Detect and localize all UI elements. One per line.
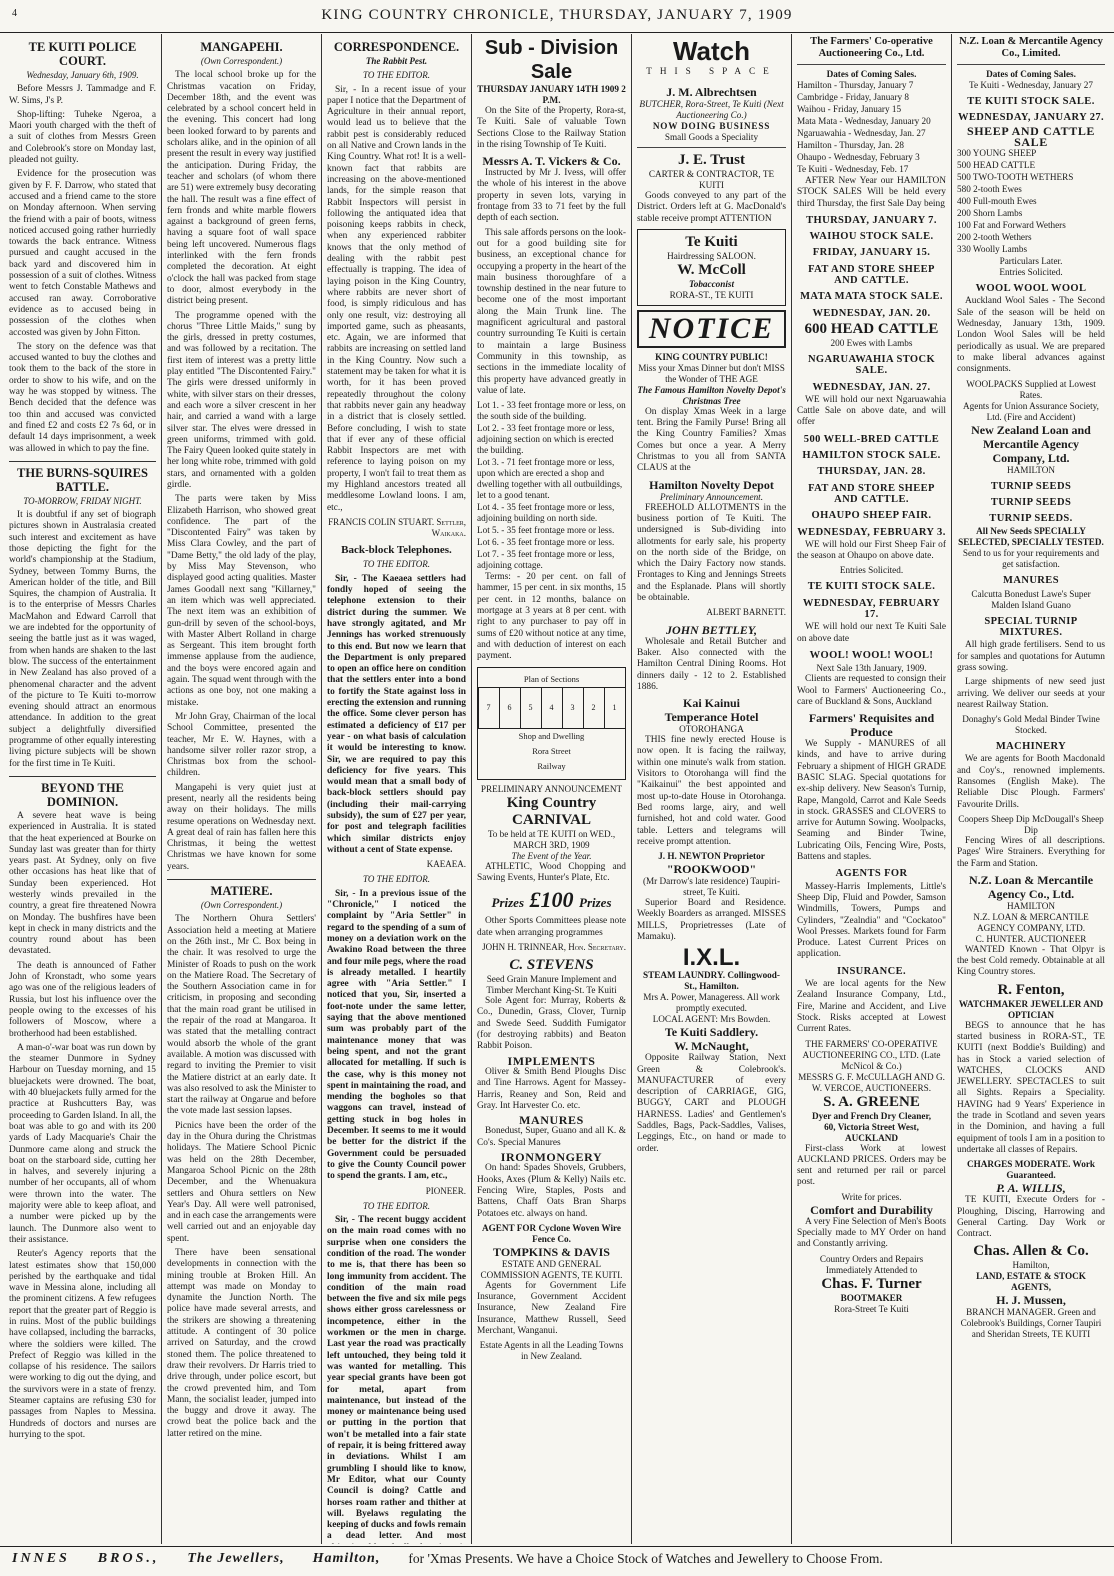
greene-write: Write for prices. xyxy=(841,1191,902,1202)
plan-shop-label: Shop and Dwelling xyxy=(518,730,585,741)
article-paragraph: Before Messrs J. Tammadge and F. W. Sims, J's P. xyxy=(9,84,156,106)
letter-paragraph: Sir, - The Kaeaea settlers had fondly hoped of seeing the telephone extension to their district during the summer. We have strongly agitated, and Mr Jennings has worked strenuously to this end. But now we learn that the Department is only prepared to open an office here on condition that the settlers enter into a bond to fortify the State against loss in erecting the extension and running the office. Some clever person has estimated a deficiency of £17 per year - on what basis of calculation it would be interesting to know. Sir, we are required to pay this deficiency for five years. This would mean that a small body of back-block settlers should pay (including their mail-carrying subsidy), the sum of £27 per year, for post and telegraph facilities which similar districts enjoy without a cent of State expense. xyxy=(327,573,466,855)
seeds-line: TURNIP SEEDS xyxy=(990,496,1072,508)
allen-town: Hamilton, xyxy=(1012,1260,1050,1271)
nzl-title: N.Z. Loan & Mercantile Agency Co., Limited. xyxy=(959,36,1103,59)
sale-heading: WAIHOU STOCK SALE. xyxy=(809,231,934,243)
willis-title: P. A. WILLIS, xyxy=(996,1181,1066,1196)
article-subheading: (Own Correspondent.) xyxy=(200,900,283,911)
watch-sub: THIS SPACE xyxy=(646,66,777,76)
sale-date: Te Kuiti - Wednesday, Feb. 17 xyxy=(797,164,909,174)
betley-paragraph: Wholesale and Retail Butcher and Baker. Also connected with the Hamilton Central Dining Rooms. Hot dinners daily - 12 to 2. Established 1886. xyxy=(637,636,786,692)
sale-date-line: FRIDAY, JANUARY 15. xyxy=(812,247,931,259)
ixl-sub: STEAM LAUNDRY. Collingwood-St., Hamilton. xyxy=(643,970,780,992)
article-paragraph: There have been sensational developments in connection with the mining trouble at Broken Hill. An attempt was made on Monday to dynamite the Junction North. The police have made several arrests, and the strikers are showing a threatening attitude. A contingent of 30 police arrived on Saturday, and the crowd stoned them. The police threatened to draw their revolvers. Dr Harris tried to drive through, under police escort, but the crowd prevented him, and Tom Mann, the socialist leader, jumped into the buggy and drove it away. The crowd beat the police back and the latter retired on the mine. xyxy=(167,1247,316,1439)
temperance-sub: OTOROHANGA xyxy=(679,724,744,735)
prize-right: Prizes xyxy=(579,895,612,911)
allen-paragraph: LAND, ESTATE & STOCK AGENTS, xyxy=(976,1271,1086,1293)
letter-paragraph: Sir, - The recent buggy accident on the main road comes with no surprise when one considers the condition of the road. The wonder to me is, that there has been so long immunity from accident. The condition of the main road between the five and six mile pegs shows either gross carelessness or incompetence, either in the workmen or the men in charge. Last year the road was practically left untouched, they being told it was wanted for metalling. This year special grants have been got for metal, apart from maintenance, but instead of the money or maintenance being used or putting in the portion that won't be metalled into a fair state of repair, it is being frittered away in deviations. Whilst I am grumbling I should like to know, Mr Editor, what our County Council is doing? Cattle and horses roam rather and thither at will. Byelaws regulating the keeping of ducks and fowls remain a dead letter. And most xyxy=(327,1215,466,1542)
ixl-title: I.X.L. xyxy=(682,944,741,972)
turner-sub: BOOTMAKER xyxy=(840,1292,903,1303)
letter-signature: KAEAEA. xyxy=(426,859,466,870)
footer-message: for 'Xmas Presents. We have a Choice Stock of Watches and Jewellery to Choose From. xyxy=(408,1550,883,1566)
article-paragraph: The parts were taken by Miss Elizabeth Harrison, who showed great confidence. The part of the "Discontented Fairy" was taken by Miss Clara Cowley, and the part of "Dame Betty," the old lady of the play, by Miss May Stevenson, who displayed good acting qualities. Master James Goodall next sang "Killarney," an item which was well appreciated. The next item was an exhibition of gun-drill by seven of the school-boys, with Master Albert Rolland in charge as Sergeant. This item brought forth immense applause from the audience, and the boys were encored again and again. The squad went through with the actions as one boy, not one making a mistake. xyxy=(167,494,316,708)
article-paragraph: Shop-lifting: Tuheke Ngeroa, a Maori youth charged with the theft of a suit of clothes from Messrs Green and Colebrook's store on Monday last, pleaded not guilty. xyxy=(9,109,156,166)
nzl2-title: N.Z. Loan & Mercantile Agency Co., Ltd. xyxy=(968,872,1094,901)
coop-auctioneers: MESSRS G. F. McCULLAGH AND G. W. VERCOE, AUCTIONEERS. xyxy=(798,1071,945,1093)
sale-date-line: WEDNESDAY, JANUARY 27. xyxy=(957,112,1105,124)
tompkins-title: TOMPKINS & DAVIS xyxy=(493,1244,610,1259)
stock-list xyxy=(957,148,1105,255)
machinery-paragraph: We are agents for Booth Macdonald and Coy's., renowned implements. Ransomes (English Make). The Reliable Disc Plough. Farmers' Favourite Drills. xyxy=(957,754,1105,810)
after-paragraph: AFTER New Year our HAMILTON STOCK SALES Will be held every third Thursday, the first Sale Day being xyxy=(797,176,946,209)
requisites-title: Farmers' Requisites and Produce xyxy=(808,711,935,740)
footer-banner xyxy=(0,1546,1114,1570)
sale-paragraph: WE will hold our First Sheep Fair of the season at Ohaupo on above date. xyxy=(797,539,946,562)
lot-item: Lot 4. - 35 feet frontage more or less, adjoining building on north side. xyxy=(477,502,615,524)
special-paragraph: All high grade fertilisers. Send to us for samples and quotations for Autumn grass sowing. xyxy=(957,640,1105,673)
article-paragraph: It is doubtful if any set of biograph pictures shown in Australasia created such interest and excitement as have those depicting the fight for the world's championship at the Stadium, Sydney, between Tommy Burns, the American holder of the title, and Bill Squires, the champion of Australia. It is to the enterprise of Messrs Charles MacMahon and Edward Carroll that we are indebted for the opportunity of seeing the battle just as it was waged, from when hands are shaken to the last blow. The success of the entertainment in New Zealand has also proved of a phenomenal character and the advent of the picture to Te Kuiti to-morrow evening should attract an enormous attendance. In addition to the great subject a delightfully diversified programme of other equally interesting living picture subjects will be shown for the first time in Te Kuiti. xyxy=(9,510,156,769)
fenton-sub: WATCHMAKER JEWELLER AND OPTICIAN xyxy=(958,998,1104,1020)
article-paragraph: The Northern Ohura Settlers' Association held a meeting at Matiere on the 26th inst., Mr C. Box being in the chair. It was resolved to urge the Minister of Roads to push on the work on the Matiere Road. The Secretary of the Southern Association came in for criticism, in proposing and seconding that the main road grant be utilised in the repair of the road at Mangaroa. It was stated that the metalling contract would absorb the whole of the grant available. A motion was discussed with regard to inviting the Premier to visit the Matiere district at an early date. It was also resolved to ask the Minister to start the railway at Ongarue and before the vote made last session lapses. xyxy=(167,914,316,1117)
letter-signature: PIONEER. xyxy=(425,1185,466,1196)
wool-heading: WOOL! WOOL! WOOL! xyxy=(809,649,934,661)
lot-item: Lot 2. - 33 feet frontage more or less, adjoining section on which is erected the building. xyxy=(477,423,615,456)
novelty-signature: ALBERT BARNETT. xyxy=(706,607,786,618)
albrechtsen-now: NOW DOING BUSINESS xyxy=(652,121,771,131)
albrechtsen-title: J. M. Albrechtsen xyxy=(666,85,757,99)
comfort-title: Comfort and Durability xyxy=(810,1202,933,1217)
plan-side-label xyxy=(472,695,475,720)
article-paragraph: The local school broke up for the Christmas vacation on Friday, December 18th, and the event was celebrated by a school concert held in the evening. This concert had long been looked forward to by parents and scholars alike, and in the opinion of all present the result in every way justified the anticipation. During Friday, the teacher and scholars (of whom there are 51) were extremely busy decorating the hall. The result was a fine effect of fern fronds and white marble flowers against a background of green ferns, having a square foot of wall space being left uncovered. Numerous flags interlinked with the fern fronds completed the decoration. At eight o'clock the hall was packed from stage to door, almost everybody in the district being present. xyxy=(167,70,316,307)
tompkins-sub: ESTATE AND GENERAL COMMISSION AGENTS, TE KUITI. xyxy=(480,1258,623,1280)
entries-solicited: Entries Solicited. xyxy=(839,565,904,576)
sale-paragraph: WE will hold our next Ngaruawahia Cattle Sale on above date, and will offer xyxy=(797,394,946,428)
wool-paragraph: Auckland Wool Sales - The Second Sale of the season will be held on Wednesday, January 13th, 1909. London Wool Sales will be held periodically as usual. We are prepared to make liberal advances against consignments. xyxy=(957,296,1105,375)
insurance-heading: INSURANCE. xyxy=(836,965,907,977)
greene-sub: Dyer and French Dry Cleaner, xyxy=(811,1110,931,1121)
article-heading: MATIERE. xyxy=(210,884,273,899)
mussen-title: H. J. Mussen, xyxy=(996,1293,1066,1308)
stock-item: 330 Woolly Lambs xyxy=(957,244,1028,255)
particulars-later: Particulars Later. xyxy=(999,256,1063,267)
prize-amount: £100 xyxy=(529,887,574,913)
carnival-events: ATHLETIC, Wood Chopping and Sawing Events, Hunter's Plate, Etc. xyxy=(477,861,626,883)
footer-innes: INNES xyxy=(12,1550,70,1566)
lot-item: Lot 6. - 35 feet frontage more or less. xyxy=(477,537,615,548)
machinery-heading: MACHINERY xyxy=(995,741,1067,753)
betley-title: JOHN BETTLEY, xyxy=(666,622,757,637)
dates-line: Te Kuiti - Wednesday, January 27 xyxy=(969,80,1093,90)
plan-lot: 5 xyxy=(521,688,542,728)
plan-body xyxy=(472,687,632,729)
saddlery-title: Te Kuiti Saddlery. xyxy=(664,1025,759,1040)
ixl-paragraph: Mrs A. Power, Manageress. All work promptly executed. xyxy=(643,992,780,1014)
tompkins-foot: Estate Agents in all the Leading Towns in New Zealand. xyxy=(479,1340,624,1362)
article-paragraph: The programme opened with the chorus "Three Little Maids," sung by the girls, dressed in pretty costumes, and was followed by a recitation. The first item of interest was a pretty little play entitled "The Discontented Fairy." The girls were dressed uniformly in white, with silver stars on their dresses, and each wore a silver crescent in her hair, and carried a wand with a large silver star. The elves were dressed in green uniforms, trimmed with gold. The Fairy Queen looked quite stately in her long white robe, trimmed with gold stars, and ornamented with a golden girdle. xyxy=(167,310,316,490)
willis-paragraph: TE KUITI, Execute Orders for - Ploughing, Discing, Harrowing and General Carting. Day Work or Contract. xyxy=(957,1195,1105,1240)
carnival-tagline: The Event of the Year. xyxy=(511,850,592,861)
stock-item: 200 2-tooth Wethers xyxy=(957,232,1032,243)
ad-preliminary: PRELIMINARY ANNOUNCEMENT xyxy=(480,783,623,794)
carnival-note: Other Sports Committees please note date when arranging programmes xyxy=(477,916,626,938)
article-heading: THE BURNS-SQUIRES BATTLE. xyxy=(17,465,148,494)
dates-heading: Dates of Coming Sales. xyxy=(826,69,917,79)
masthead-title: KING COUNTRY CHRONICLE, THURSDAY, JANUARY 7, 1909 xyxy=(321,7,793,23)
trust-title: J. E. Trust xyxy=(678,152,745,168)
tompkins-paragraph: Agents for Government Life Insurance, Government Accident Insurance, New Zealand Fire Insurance, Matthew Russell, Seed Merchant, Wanganui. xyxy=(477,1280,626,1336)
ad-paragraph: This sale affords persons on the look-out for a good building site for business, an exceptional chance for occupying a property in the heart of the main business thoroughfare of a township destined in the near future to become one of the most important along the Main Trunk line. The magnificent agricultural and pastoral country surrounding Te Kuiti is certain to maintain a large Business Community in this township, as sections in the immediate locality of this property have advanced greatly in value of late. xyxy=(477,227,626,396)
article-subheading: TO-MORROW, FRIDAY NIGHT. xyxy=(23,495,142,506)
article-paragraph: Mr John Gray, Chairman of the local School Committee, presented the teacher, Mr E. W. Haynes, with a handsome silver roller razor strop, a Christmas box from the school-children. xyxy=(167,711,316,779)
stock-item: 100 Fat and Forward Wethers xyxy=(957,220,1066,231)
stock-item: 500 HEAD CATTLE xyxy=(957,160,1036,171)
plan-rail-label: Railway xyxy=(537,761,566,772)
article-subheading: (Own Correspondent.) xyxy=(200,56,283,66)
albrechtsen-small: Small Goods a Speciality xyxy=(664,132,759,142)
dates-heading: Dates of Coming Sales. xyxy=(986,69,1076,79)
agents-paragraph: Massey-Harris Implements, Little's Sheep Dip, Fluid and Powder, Samson Windmills, Towers, Pumps and Cylinders, "Zealndia" and "Cockatoo" Wool Presses. Markets found for Farm Produce. Latest Current Prices on application. xyxy=(797,881,946,960)
divider xyxy=(797,64,946,65)
stock-item: 200 Shorn Lambs xyxy=(957,208,1023,219)
sale-heading: FAT AND STORE SHEEP AND CATTLE. xyxy=(808,482,935,505)
requisites-paragraph: We Supply - MANURES of all kinds, and have to arrive during February a shipment of HIGH GRADE BASIC SLAG. Special quotations for ex-ship delivery. New Season's Turnip, Rape, Mangold, Carrot and Kale Seeds in stock. GRASSES and CLOVERS to arrive for Autumn Sowing. Woolpacks, Seaming and Binder Twine, Lubricating Oils, Fencing Wire, Posts, Battens and staples. xyxy=(797,739,946,863)
sale-date: Hamilton - Thursday, January 7 xyxy=(797,80,914,90)
article-subheading: The Rabbit Pest. xyxy=(365,56,428,66)
ironmongery-paragraph: On hand: Spades Shovels, Grubbers, Hooks, Axes (Plum & Kelly) Nails etc. Fencing Wire, Staples, Posts and Battens, Chaff Oats Bran Sharps Potatoes etc. always on hand. xyxy=(477,1163,626,1219)
column-7 xyxy=(952,34,1110,1544)
sale-date-line: WEDNESDAY, FEBRUARY 3. xyxy=(797,526,946,538)
notice-line: The Famous Hamilton Novelty Depot's Christmas Tree xyxy=(637,384,786,406)
seeds-line: TURNIP SEEDS xyxy=(990,480,1072,492)
ad-firm: Messrs A. T. Vickers & Co. xyxy=(482,154,621,169)
dip-line: Coopers Sheep Dip McDougall's Sheep Dip xyxy=(958,813,1104,835)
wool-paragraph: Clients are requested to consign their Wool to Farmers' Auctioneering Co., care of Buckland & Sons, Auckland xyxy=(797,674,946,707)
letter-paragraph: Sir, - In a previous issue of the "Chronicle," I noticed the complaint by "Aria Settler" in regard to the spending of a sum of money on a deviation work on the Awakino Road between the three and four mile pegs, where the road is already metalled. I heartily agree with "Aria Settler." I noticed that you, Sir, inserted a foot-note under the same letter, saying that the above mentioned sum was probably part of the maintenance money that was being spent, and not the grant allocated for metalling. If such is the case, why is this money not spent in maintaining the road, and mending the bogholes so that waggons can travel, instead of getting stuck in bog holes in December. It seems to me it would be better for the district if the Government could be persuaded to give the County Council power to spend the grants. I am, etc., xyxy=(327,888,466,1182)
stock-item: 300 YOUNG SHEEP xyxy=(957,148,1037,159)
nzl-town: HAMILTON xyxy=(1007,464,1055,475)
sale-date-line: THURSDAY, JANUARY 7. xyxy=(806,214,937,226)
article-paragraph: Evidence for the prosecution was given by F. F. Darrow, who stated that accused and a friend came to the store on Monday afternoon. When serving the friend with a pair of boots, witness noticed accused going rather hurriedly towards the back entrance. Witness pursued and caught accused in the back yard and discovered him in possession of a suit of clothes. Witness went to fetch Constable Mathews and accused ran away. Corroborative evidence as to accused being in possession of the clothes when accosted was given by John Fitton. xyxy=(9,169,156,338)
nzl-loan-title: New Zealand Loan and Mercantile Agency Company, Ltd. xyxy=(971,422,1091,465)
ad-date: THURSDAY JANUARY 14TH 1909 2 P.M. xyxy=(477,84,626,105)
plan-lot: 3 xyxy=(563,688,584,728)
lot-item: Lot 3. - 71 feet frontage more or less, upon which are erected a shop and dwelling together with all outbuildings, let to a good tenant. xyxy=(477,457,623,501)
manures-heading: MANURES xyxy=(519,1113,584,1128)
letter-salutation: TO THE EDITOR. xyxy=(363,559,430,570)
mussen-paragraph: BRANCH MANAGER. Green and Colebrook's Buildings, Corner Taupiri and Sheridan Streets, TE KUITI xyxy=(960,1307,1102,1340)
woolpacks-line: WOOLPACKS Supplied at Lowest Rates. xyxy=(966,378,1096,400)
nzl3-title: N.Z. LOAN & MERCANTILE AGENCY COMPANY, LTD. xyxy=(973,911,1089,933)
ad-terms: Terms: - 20 per cent. on fall of hammer, 15 per cent. in six months, 15 per cent. in 12 months, balance on mortgage at 3 years at 8 per cent. with right to any purchaser to pay off in sums of £20 without notice at any time, and with deduction of interest on each payment. xyxy=(477,572,626,662)
trust-role: CARTER & CONTRACTOR, TE KUITI xyxy=(648,169,775,190)
footer-jewellers: The Jewellers, xyxy=(187,1550,285,1566)
mcnaught-paragraph: Opposite Railway Station, Next Green & Colebrook's. MANUFACTURER of every description of CARRIAGE, GIG, BUGGY, CART and PLOUGH HARNESS. Ladies' and Gentlemen's Saddles, Bags, Pack-Saddles, Valises, Leggings, Etc., on hand or made to order. xyxy=(637,1053,786,1154)
letter-salutation: TO THE EDITOR. xyxy=(363,874,430,885)
saloon-line-3: W. McColl xyxy=(677,261,746,278)
turner-address: Rora-Street Te Kuiti xyxy=(834,1303,909,1314)
mcnaught-title: W. McNaught, xyxy=(674,1039,749,1054)
stevens-sub: Seed Grain Manure Implement and Timber Merchant King-St. Te Kuiti xyxy=(486,974,617,996)
sale-heading: TE KUITI STOCK SALE. xyxy=(807,581,936,593)
sale-paragraph: WE will hold our next Te Kuiti Sale on above date xyxy=(797,622,946,644)
column-5 xyxy=(632,34,792,1544)
rookwood-paragraph: Superior Board and Residence. Weekly Boarders as arranged. MISSES MILLS, Proprietresses (Late of Mamaku). xyxy=(637,898,786,942)
column-2 xyxy=(162,34,322,1544)
sale-heading: NGARUAWAHIA STOCK SALE. xyxy=(807,353,936,377)
watch-title: Watch xyxy=(672,36,751,66)
column-1 xyxy=(4,34,162,1544)
farmers-title: The Farmers' Co-operative Auctioneering Co., Ltd. xyxy=(810,36,933,59)
seeds-line: TURNIP SEEDS. xyxy=(989,513,1073,525)
seeds-paragraph: All New Seeds SPECIALLY SELECTED, SPECIALLY TESTED. xyxy=(958,526,1104,548)
seeds-paragraph-2: Send to us for your requirements and get satisfaction. xyxy=(962,548,1100,570)
stock-item: 580 2-tooth Ewes xyxy=(957,184,1022,195)
sale-heading: MATA MATA STOCK SALE. xyxy=(800,291,943,303)
stock-item: 500 TWO-TOOTH WETHERS xyxy=(957,172,1074,183)
stevens-paragraph: Sole Agent for: Murray, Roberts & Co., Dunedin, Grass, Clover, Turnip and Swede Seed. Suddith Fumigator (for destroying rabbits) and Beaton Rabbit Poison. xyxy=(477,996,626,1052)
manures-paragraph: Bonedust, Super, Guano and all K. & Co's. Special Manures xyxy=(477,1126,626,1148)
novelty-paragraph: FREEHOLD ALLOTMENTS in the business portion of Te Kuiti. The undersigned is Sub-dividing into allotments for early sale, his property on the north side of the Bridge, on which the Dairy Factory now stands. Frontages to King and Jennings Streets and the Esplanade. Plans will shortly be obtainable. xyxy=(637,502,786,604)
special-paragraph: Large shipments of new seed just arriving. We deliver our seeds at your nearest Railway Station. xyxy=(957,677,1105,710)
ewes-line: 200 Ewes with Lambs xyxy=(830,337,913,348)
prize-banner xyxy=(477,887,626,916)
head-cattle: 600 HEAD CATTLE xyxy=(804,320,939,337)
sale-heading: HAMILTON STOCK SALE. xyxy=(802,450,941,462)
letter-salutation: TO THE EDITOR. xyxy=(363,1200,430,1211)
article-heading: Back-block Telephones. xyxy=(341,544,452,557)
implements-heading: IMPLEMENTS xyxy=(507,1053,596,1068)
albrechtsen-sub: BUTCHER, Rora-Street, Te Kuiti (Next Auctioneering Co.) xyxy=(639,99,784,120)
ad-title: Sub - Division Sale xyxy=(484,37,619,83)
fenton-paragraph: BEGS to announce that he has started business in RORA-ST., TE KUITI (next Boddie's Building) and has in Stock a varied selection of WATCHES, CLOCKS AND JEWELLERY. SPECTACLES to suit all Sights. Repairs a Speciality. HAVING had 9 Years' Experience in the trade in Scotland and seven years in the Dominion, and having a full equipment of tools I am in a position to undertake all classes of Repairs. xyxy=(957,1020,1105,1155)
fenton-charges: CHARGES MODERATE. Work Guaranteed. xyxy=(966,1159,1096,1181)
lots-list xyxy=(477,400,626,571)
divider xyxy=(9,776,156,777)
trust-paragraph: Goods conveyed to any part of the District. Orders left at G. MacDonald's stable receive prompt ATTENTION xyxy=(637,191,786,224)
union-line: Agents for Union Assurance Society, Ltd. (Fire and Accident) xyxy=(963,400,1099,422)
turner-title: Chas. F. Turner xyxy=(821,1275,922,1292)
article-paragraph: The death is announced of Father John of Kronstadt, who some years ago was one of the religious leaders of Russia, but lost his influence over the people owing to the excesses of his followers of Moscow, where a brotherhood had been established. xyxy=(9,960,156,1039)
carnival-title: King Country CARNIVAL xyxy=(506,794,597,828)
greene-paragraph: First-class Work at lowest AUCKLAND PRICES. Orders may be sent and returned per rail or parcel post. xyxy=(797,1143,946,1188)
sale-heading: OHAUPO SHEEP FAIR. xyxy=(811,510,932,522)
dates-list xyxy=(797,80,946,175)
carnival-date: To be held at TE KUITI on WED., MARCH 3RD, 1909 xyxy=(487,828,616,850)
plan-lots xyxy=(478,687,626,729)
article-heading: BEYOND THE DOMINION. xyxy=(41,780,124,809)
implements-paragraph: Oliver & Smith Bend Ploughs Disc and Tine Harrows. Agent for Massey-Harris, Reaney and Son, Reid and Gray. Int Harvester Co. etc. xyxy=(477,1066,626,1111)
sheep-heading: SHEEP AND CATTLE SALE xyxy=(966,123,1096,149)
ixl-agent: LOCAL AGENT: Mrs Bowden. xyxy=(652,1014,771,1025)
plan-lot: 4 xyxy=(542,688,563,728)
manures-line: Calcutta Bonedust Lawe's Super Malden Island Guano xyxy=(971,588,1091,610)
plan-title: Plan of Sections xyxy=(523,673,580,684)
column-4 xyxy=(472,34,632,1544)
prize-left: Prizes xyxy=(491,895,524,911)
plan-lot: 6 xyxy=(500,688,521,728)
sale-date: Waihou - Friday, January 15 xyxy=(797,104,902,114)
carnival-secretary: JOHN H. TRINNEAR, Hon. Secretary. xyxy=(482,941,626,952)
notice-banner: NOTICE xyxy=(637,310,786,348)
article-paragraph: A severe heat wave is being experienced in Australia. It is stated that the heat experienced at Bourke on Sunday last was greater than for thirty years past. At Sydney, only on five other occasions has heat like that of Sunday been experienced. Hot westerly winds prevailed in the country, a great fire threatened Nowra on Monday. The bushfires have been kept in check in many districts and the country round about has been devastated. xyxy=(9,810,156,957)
ironmongery-heading: IRONMONGERY xyxy=(500,1150,603,1165)
stevens-title: C. STEVENS xyxy=(509,957,594,974)
entries-solicited: Entries Solicited. xyxy=(999,267,1063,278)
divider xyxy=(167,879,316,880)
sale-date-line: WEDNESDAY, FEBRUARY 17. xyxy=(802,597,941,621)
novelty-title: Hamilton Novelty Depot xyxy=(649,477,774,492)
wool-next: Next Sale 13th January, 1909. xyxy=(816,663,927,674)
saloon-line-5: RORA-ST., TE KUITI xyxy=(669,289,754,300)
agents-heading: AGENTS FOR xyxy=(835,868,908,880)
wool-heading: WOOL WOOL WOOL xyxy=(975,283,1087,295)
comfort-paragraph: A very Fine Selection of Men's Boots Specially made to MY Order on hand and Constantly arriving. xyxy=(797,1216,946,1250)
saloon-line-4: Tobacconist xyxy=(688,278,735,289)
article-paragraph: Mangapehi is very quiet just at present, nearly all the residents being away on their holidays. The mills resume operations on Wednesday next. A great deal of rain has fallen here this Christmas, it being the wettest Christmas we have known for some years. xyxy=(167,782,316,872)
sale-heading: TE KUITI STOCK SALE. xyxy=(967,96,1095,107)
nzl3-signature: C. HUNTER. AUCTIONEER xyxy=(975,933,1087,944)
manures-heading: MANURES xyxy=(1003,575,1059,587)
sale-heading: 500 WELL-BRED CATTLE xyxy=(803,433,940,445)
sale-date: Ohaupo - Wednesday, February 3 xyxy=(797,152,920,162)
letter-salutation: TO THE EDITOR. xyxy=(363,70,430,81)
article-heading: CORRESPONDENCE. xyxy=(333,40,460,54)
greene-title: S. A. GREENE xyxy=(823,1093,920,1110)
sale-date: Hamilton - Thursday, Jan. 28 xyxy=(797,140,904,150)
article-paragraph: Picnics have been the order of the day in the Ohura during the Christmas holidays. The Matiere School Picnic was held on the 28th December, Mangaroa School Picnic on the 28th December, and the Whenuakura settlers and Ohura settlers on New Year's Day. All were well patronised, and in each case the arrangements were well carried out and an enjoyable day spent. xyxy=(167,1120,316,1244)
plan-lot: 2 xyxy=(584,688,605,728)
divider xyxy=(637,147,786,148)
temperance-title: Temperance Hotel xyxy=(664,710,759,725)
lot-item: Lot 7. - 35 feet frontage more or less, adjoining cottage. xyxy=(477,549,615,571)
sale-date-line: WEDNESDAY, JAN. 27. xyxy=(812,381,931,393)
saloon-line-1: Te Kuiti xyxy=(685,233,738,250)
letter-paragraph: Sir, - In a recent issue of your paper I notice that the Department of Agriculture in their annual report, would lead us to believe that the rabbit pest is considerably reduced on all Native and Crown lands in the King Country. What rot! It is a well-known fact that rabbits are increasing on the above-mentioned lands, for the simple reason that Rabbit Inspectors will persist in following the antiquated idea that poisoning keeps rabbits in check, when any experienced rabbiter knows that the only method of dealing with the rabbit pest effectually is trapping. The idea of laying poison in the King Country, where rabbits are never short of food, is simply ridiculous and has only one result, viz: destroying all imported game, such as pheasants, etc. Again, we are informed that rabbits are increasing on settled land in the King Country. Now such a statement may be taken for what it is worth, for it has been proved repeatedly throughout the colony that rabbits never gain any headway in a district that is closely settled. Before concluding, I wish to state that if ever any of these official Rabbit Inspectors are met with reference to laying poison on my property, I won't fail to treat them as my Highland ancestors treated all meddlesome Lowland loons. I am, etc., xyxy=(327,84,466,513)
cyclone-agent: AGENT FOR Cyclone Woven Wire Fence Co. xyxy=(481,1222,621,1244)
divider xyxy=(9,461,156,462)
article-heading: MANGAPEHI. xyxy=(200,40,283,54)
plan-of-sections xyxy=(477,667,632,780)
notice-line: Miss your Xmas Dinner but don't MISS the Wonder of THE AGE xyxy=(638,362,785,384)
sale-date: Cambridge - Friday, January 8 xyxy=(797,92,909,102)
plan-right-label: Paddock xyxy=(629,694,632,722)
article-paragraph: Reuter's Agency reports that the latest estimates show that 150,000 perished by the earthquake and tidal wave in Messina alone, including all the prominent citizens. A few refugees report that the greater part of Reggio is in ruins. Most of the public buildings have collapsed, including the barracks, where the soldiers were killed. The Prefect of Reggio was killed in the collapse of his residence. The sailors were working to dig out the dying, and the survivors were in a state of frenzy. Steamer captains are refusing £30 for passages from Naples to Messina. Hundreds of doctors and nurses are hurrying to the spot. xyxy=(9,1249,156,1440)
column-3 xyxy=(322,34,472,1544)
plan-lot: 1 xyxy=(612,702,617,712)
stock-item: 400 Full-mouth Ewes xyxy=(957,196,1037,207)
sale-date: Ngaruawahia - Wednesday, Jan. 27 xyxy=(797,128,926,138)
novelty-sub: Preliminary Announcement. xyxy=(659,491,764,502)
notice-paragraph: On display Xmas Week in a large tent. Bring the Family Purse! Bring all the King Country Families? Xmas Comes but once a year. A Merry Christmas to you all from SANTA CLAUS at the xyxy=(637,406,786,474)
notice-line: KING COUNTRY PUBLIC! xyxy=(655,351,768,362)
sale-heading: FAT AND STORE SHEEP AND CATTLE. xyxy=(808,263,935,287)
sale-date-line: WEDNESDAY, JAN. 20. xyxy=(812,307,931,319)
article-date: Wednesday, January 6th, 1909. xyxy=(26,70,139,80)
donaghy-line: Donaghy's Gold Medal Binder Twine Stocked. xyxy=(962,714,1100,736)
lot-item: Lot 5. - 35 feet frontage more or less. xyxy=(477,525,615,536)
letter-signature: FRANCIS COLIN STUART. Settler, Waikaka. xyxy=(328,516,466,539)
allen-title: Chas. Allen & Co. xyxy=(973,1243,1089,1260)
saloon-ad xyxy=(637,229,786,306)
coop-name: THE FARMERS' CO-OPERATIVE AUCTIONEERING CO., LTD. (Late McNicol & Co.) xyxy=(802,1038,941,1071)
page-number: 4 xyxy=(12,8,17,19)
insurance-paragraph: We are local agents for the New Zealand Insurance Company, Ltd., Fire, Marine and Accident, and Live Stock. Risks accepted at Lowest Current Rates. xyxy=(797,979,946,1035)
article-paragraph: A man-o'-war boat was run down by the steamer Dunmore in Sydney Harbour on Tuesday morning, and 15 bluejackets were drowned. The boat, with 40 bluejackets fully armed for the practice at Rushcutters Bay, was proceeding to Garden Island. In all, the boat was able to go and with its 200 yards of Lady Macquarie's Chair the Dunmore came along and struck the boat on the starboard side, cutting her in halves, and severely injuring a number of her occupants, all of whom were thrown into the water. The majority were able to keep afloat, and a number were picked up by the launch. The Dunmore also went to their assistance. xyxy=(9,1042,156,1245)
sale-date-line: THURSDAY, JAN. 28. xyxy=(817,466,926,478)
divider xyxy=(957,64,1105,65)
plan-lot: 7 xyxy=(479,688,500,728)
special-heading: SPECIAL TURNIP MIXTURES. xyxy=(984,615,1078,639)
ad-paragraph: On the Site of the Property, Rora-st, Te Kuiti. Sale of valuable Town Sections Close to the Railway Station in the rising Township of Te Kuiti. xyxy=(477,106,626,150)
greene-address: 60, Victoria Street West, AUCKLAND xyxy=(824,1121,919,1143)
fenton-title: R. Fenton, xyxy=(997,981,1065,998)
kai-title: Kai Kainui xyxy=(682,696,741,711)
lot-item: Lot 1. - 33 feet frontage more or less, on the south side of the building. xyxy=(477,400,626,422)
wanted-paragraph: WANTED Known - That Olpyr is the best Cold remedy. Obtainable at all King Country stores. xyxy=(957,944,1105,978)
saloon-line-2: Hairdressing SALOON. xyxy=(667,250,756,261)
plan-street-label: Rora Street xyxy=(532,746,571,757)
article-paragraph: The story on the defence was that accused wanted to buy the clothes and took them to the back of the store in order to show to his wife, and on the way he was stopped by witness. The Bench decided that the defence was too thin and accused was convicted and fined £2 and costs £2 7s 6d, or in default 14 days imprisonment, a week was allowed in which to pay the fine. xyxy=(9,341,156,454)
comfort-repairs: Country Orders and Repairs Immediately Attended to xyxy=(819,1253,924,1275)
fence-paragraph: Fencing Wires of all descriptions. Pages' Wire Strainers. Everything for the Farm and Station. xyxy=(957,835,1105,869)
footer-bros: BROS., xyxy=(97,1550,160,1566)
temperance-paragraph: THIS fine newly erected House is now open. It is facing the railway, within one minute's walk from station. Visitors to Otorohanga will find the "Kaikainui" the best appointed and most up-to-date House in Otorohanga. Bed rooms large, airy, and well furnished, hot and cold water. Good table. Letters and telegrams will receive prompt attention. xyxy=(637,735,786,847)
temperance-proprietor: J. H. NEWTON Proprietor xyxy=(658,851,765,862)
footer-hamilton: Hamilton, xyxy=(312,1550,381,1566)
rookwood-sub: (Mr Darrow's late residence) Taupiri-street, Te Kuiti. xyxy=(642,876,781,898)
article-heading: TE KUITI POLICE COURT. xyxy=(28,40,137,68)
sale-date: Mata Mata - Wednesday, January 20 xyxy=(797,116,931,126)
nzl2-town: HAMILTON xyxy=(1007,900,1055,911)
rookwood-title: "ROOKWOOD" xyxy=(666,862,757,877)
masthead xyxy=(0,6,1114,33)
ad-paragraph: Instructed by Mr J. Ivess, will offer the whole of his interest in the above property in seven lots, varying in frontage from 33 to 71 feet by the full depth of each section. xyxy=(477,168,626,224)
column-6 xyxy=(792,34,952,1544)
